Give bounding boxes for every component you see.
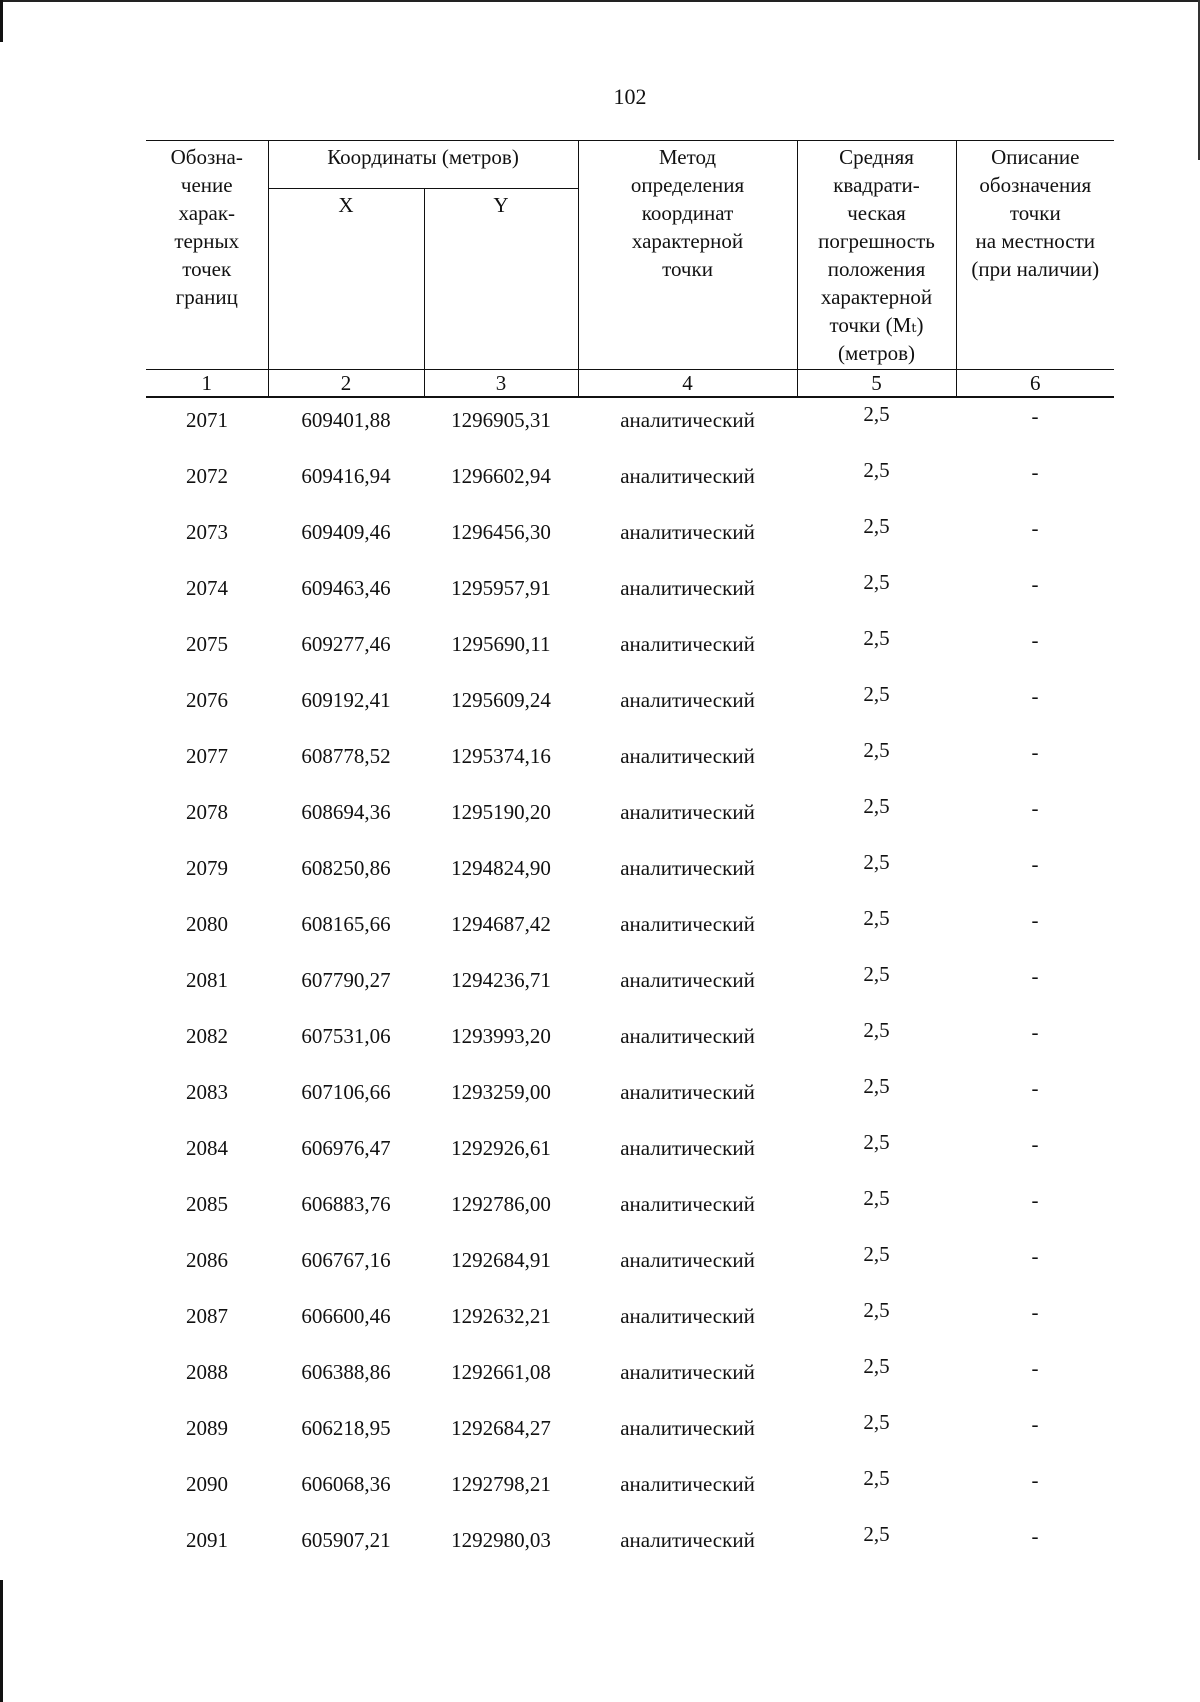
scan-edge-left-bottom <box>0 1580 3 1702</box>
cell-method: аналитический <box>620 1248 755 1272</box>
cell-x-coordinate: 606976,47 <box>301 1136 391 1160</box>
boundary-points-table <box>146 140 1114 1582</box>
table-row <box>146 518 1114 574</box>
cell-point-id: 2088 <box>186 1360 228 1384</box>
cell-description: - <box>1031 572 1039 596</box>
table-row <box>146 1246 1114 1302</box>
cell-point-id: 2087 <box>186 1304 228 1328</box>
cell-point-id: 2090 <box>186 1472 228 1496</box>
table-row <box>146 574 1114 630</box>
cell-accuracy: 2,5 <box>863 906 890 930</box>
cell-description: - <box>1031 1412 1039 1436</box>
cell-x-coordinate: 609277,46 <box>301 632 391 656</box>
column-number: 3 <box>424 370 578 398</box>
cell-x-coordinate: 607531,06 <box>301 1024 391 1048</box>
cell-accuracy: 2,5 <box>863 570 890 594</box>
cell-description: - <box>1031 908 1039 932</box>
cell-accuracy: 2,5 <box>863 1130 890 1154</box>
cell-x-coordinate: 609463,46 <box>301 576 391 600</box>
cell-method: аналитический <box>620 912 755 936</box>
cell-y-coordinate: 1295609,24 <box>451 688 551 712</box>
cell-method: аналитический <box>620 632 755 656</box>
cell-method: аналитический <box>620 1136 755 1160</box>
table-row <box>146 1414 1114 1470</box>
cell-x-coordinate: 608694,36 <box>301 800 391 824</box>
cell-description: - <box>1031 1524 1039 1548</box>
cell-method: аналитический <box>620 856 755 880</box>
cell-x-coordinate: 608165,66 <box>301 912 391 936</box>
cell-point-id: 2078 <box>186 800 228 824</box>
cell-point-id: 2086 <box>186 1248 228 1272</box>
cell-description: - <box>1031 740 1039 764</box>
cell-point-id: 2091 <box>186 1528 228 1552</box>
cell-accuracy: 2,5 <box>863 1018 890 1042</box>
cell-point-id: 2081 <box>186 968 228 992</box>
cell-x-coordinate: 606600,46 <box>301 1304 391 1328</box>
cell-y-coordinate: 1294687,42 <box>451 912 551 936</box>
cell-description: - <box>1031 1076 1039 1100</box>
cell-y-coordinate: 1296602,94 <box>451 464 551 488</box>
cell-method: аналитический <box>620 1192 755 1216</box>
table-row <box>146 910 1114 966</box>
column-number: 1 <box>146 370 268 398</box>
cell-description: - <box>1031 964 1039 988</box>
cell-y-coordinate: 1292926,61 <box>451 1136 551 1160</box>
cell-y-coordinate: 1296456,30 <box>451 520 551 544</box>
cell-x-coordinate: 606218,95 <box>301 1416 391 1440</box>
cell-y-coordinate: 1296905,31 <box>451 408 551 432</box>
cell-y-coordinate: 1293993,20 <box>451 1024 551 1048</box>
cell-y-coordinate: 1292798,21 <box>451 1472 551 1496</box>
table-row <box>146 742 1114 798</box>
header-y: Y <box>424 189 578 370</box>
cell-method: аналитический <box>620 968 755 992</box>
cell-method: аналитический <box>620 1024 755 1048</box>
cell-method: аналитический <box>620 1416 755 1440</box>
column-number: 5 <box>797 370 956 398</box>
cell-accuracy: 2,5 <box>863 1186 890 1210</box>
table-row <box>146 630 1114 686</box>
cell-description: - <box>1031 1244 1039 1268</box>
cell-point-id: 2085 <box>186 1192 228 1216</box>
cell-description: - <box>1031 852 1039 876</box>
cell-method: аналитический <box>620 800 755 824</box>
cell-point-id: 2079 <box>186 856 228 880</box>
cell-accuracy: 2,5 <box>863 850 890 874</box>
cell-description: - <box>1031 684 1039 708</box>
cell-method: аналитический <box>620 1472 755 1496</box>
cell-accuracy: 2,5 <box>863 682 890 706</box>
scan-edge-top <box>0 0 1200 2</box>
cell-y-coordinate: 1295190,20 <box>451 800 551 824</box>
cell-method: аналитический <box>620 408 755 432</box>
cell-y-coordinate: 1294824,90 <box>451 856 551 880</box>
cell-point-id: 2084 <box>186 1136 228 1160</box>
cell-y-coordinate: 1292786,00 <box>451 1192 551 1216</box>
cell-point-id: 2077 <box>186 744 228 768</box>
column-number: 2 <box>268 370 424 398</box>
cell-method: аналитический <box>620 1528 755 1552</box>
cell-description: - <box>1031 1188 1039 1212</box>
cell-point-id: 2089 <box>186 1416 228 1440</box>
header-description: Описание обозначения точки на местности (при наличии) <box>956 141 1114 370</box>
cell-y-coordinate: 1292684,91 <box>451 1248 551 1272</box>
cell-accuracy: 2,5 <box>863 1242 890 1266</box>
cell-x-coordinate: 609409,46 <box>301 520 391 544</box>
cell-x-coordinate: 606388,86 <box>301 1360 391 1384</box>
cell-method: аналитический <box>620 520 755 544</box>
cell-point-id: 2072 <box>186 464 228 488</box>
header-x: X <box>268 189 424 370</box>
cell-description: - <box>1031 460 1039 484</box>
scan-edge-left-top <box>0 0 3 42</box>
page-number: 102 <box>613 84 647 109</box>
cell-x-coordinate: 606068,36 <box>301 1472 391 1496</box>
table-row <box>146 1190 1114 1246</box>
header-point-designation: Обозна- чение харак- терных точек границ <box>146 141 268 370</box>
cell-y-coordinate: 1295374,16 <box>451 744 551 768</box>
cell-accuracy: 2,5 <box>863 794 890 818</box>
column-number: 4 <box>578 370 797 398</box>
cell-accuracy: 2,5 <box>863 1074 890 1098</box>
cell-accuracy: 2,5 <box>863 1466 890 1490</box>
cell-description: - <box>1031 796 1039 820</box>
cell-description: - <box>1031 1356 1039 1380</box>
cell-accuracy: 2,5 <box>863 402 890 426</box>
table-header-row <box>146 141 1114 189</box>
cell-point-id: 2082 <box>186 1024 228 1048</box>
header-method: Метод определения координат характерной точки <box>578 141 797 370</box>
cell-method: аналитический <box>620 576 755 600</box>
cell-point-id: 2074 <box>186 576 228 600</box>
cell-point-id: 2073 <box>186 520 228 544</box>
header-coordinates: Координаты (метров) <box>268 141 578 189</box>
cell-accuracy: 2,5 <box>863 514 890 538</box>
cell-accuracy: 2,5 <box>863 1354 890 1378</box>
table-row <box>146 798 1114 854</box>
cell-method: аналитический <box>620 1080 755 1104</box>
table-row <box>146 1526 1114 1582</box>
cell-y-coordinate: 1292661,08 <box>451 1360 551 1384</box>
cell-x-coordinate: 608250,86 <box>301 856 391 880</box>
table-row <box>146 1302 1114 1358</box>
cell-x-coordinate: 605907,21 <box>301 1528 391 1552</box>
table-row <box>146 1134 1114 1190</box>
cell-description: - <box>1031 1132 1039 1156</box>
cell-method: аналитический <box>620 464 755 488</box>
cell-point-id: 2075 <box>186 632 228 656</box>
table-row <box>146 1022 1114 1078</box>
cell-method: аналитический <box>620 1304 755 1328</box>
cell-method: аналитический <box>620 1360 755 1384</box>
column-number: 6 <box>956 370 1114 398</box>
cell-accuracy: 2,5 <box>863 1410 890 1434</box>
cell-point-id: 2071 <box>186 408 228 432</box>
cell-description: - <box>1031 1300 1039 1324</box>
cell-accuracy: 2,5 <box>863 458 890 482</box>
cell-x-coordinate: 609192,41 <box>301 688 391 712</box>
cell-x-coordinate: 606883,76 <box>301 1192 391 1216</box>
table-row <box>146 686 1114 742</box>
header-accuracy: Средняя квадрати- ческая погрешность положения характерной точки (Mₜ) (метров) <box>797 141 956 370</box>
cell-accuracy: 2,5 <box>863 1522 890 1546</box>
table-row <box>146 1078 1114 1134</box>
cell-method: аналитический <box>620 744 755 768</box>
cell-x-coordinate: 606767,16 <box>301 1248 391 1272</box>
cell-y-coordinate: 1293259,00 <box>451 1080 551 1104</box>
cell-y-coordinate: 1292684,27 <box>451 1416 551 1440</box>
table-row <box>146 462 1114 518</box>
cell-y-coordinate: 1292632,21 <box>451 1304 551 1328</box>
table-row <box>146 966 1114 1022</box>
table-row <box>146 1470 1114 1526</box>
cell-x-coordinate: 607106,66 <box>301 1080 391 1104</box>
cell-accuracy: 2,5 <box>863 738 890 762</box>
cell-y-coordinate: 1295957,91 <box>451 576 551 600</box>
cell-y-coordinate: 1295690,11 <box>451 632 551 656</box>
table-body <box>146 397 1114 1582</box>
cell-description: - <box>1031 1020 1039 1044</box>
cell-accuracy: 2,5 <box>863 962 890 986</box>
cell-description: - <box>1031 1468 1039 1492</box>
cell-description: - <box>1031 404 1039 428</box>
cell-point-id: 2076 <box>186 688 228 712</box>
cell-x-coordinate: 607790,27 <box>301 968 391 992</box>
cell-y-coordinate: 1292980,03 <box>451 1528 551 1552</box>
cell-method: аналитический <box>620 688 755 712</box>
table-row <box>146 854 1114 910</box>
cell-description: - <box>1031 628 1039 652</box>
cell-x-coordinate: 609416,94 <box>301 464 391 488</box>
cell-description: - <box>1031 516 1039 540</box>
cell-point-id: 2083 <box>186 1080 228 1104</box>
cell-x-coordinate: 608778,52 <box>301 744 391 768</box>
cell-y-coordinate: 1294236,71 <box>451 968 551 992</box>
table-row <box>146 1358 1114 1414</box>
cell-point-id: 2080 <box>186 912 228 936</box>
table-row <box>146 406 1114 462</box>
cell-accuracy: 2,5 <box>863 626 890 650</box>
cell-accuracy: 2,5 <box>863 1298 890 1322</box>
cell-x-coordinate: 609401,88 <box>301 408 391 432</box>
column-number-row <box>146 370 1114 398</box>
